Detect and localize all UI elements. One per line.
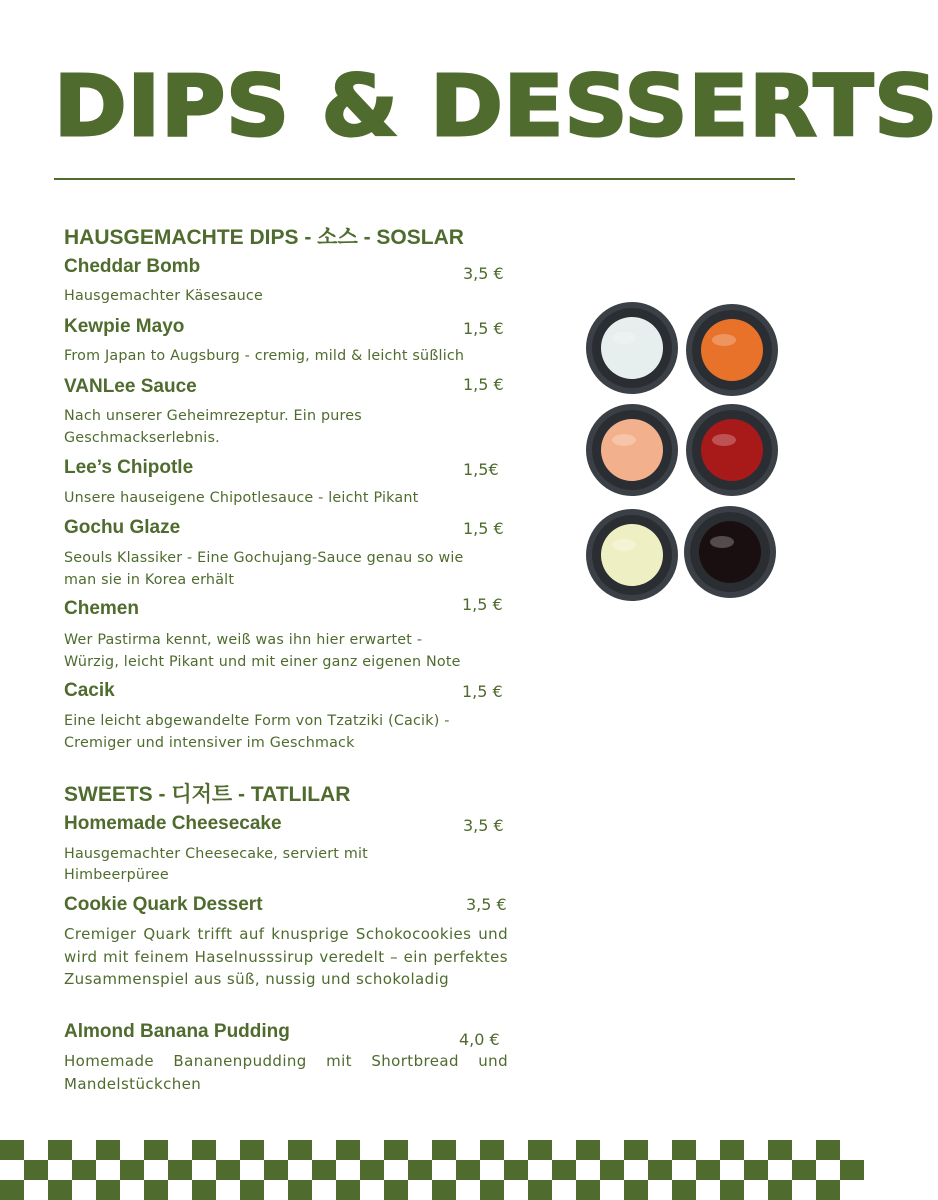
checker-square [768,1180,792,1200]
checker-square [264,1160,288,1180]
item-description: Nach unserer Geheimrezeptur. Ein pures [64,408,362,424]
red-sauce-bowl [686,404,778,496]
orange-sauce-bowl [686,304,778,396]
checker-square [216,1160,240,1180]
checker-square [192,1180,216,1200]
item-price: 1,5 € [463,319,504,338]
item-description: Wer Pastirma kennt, weiß was ihn hier erwartet - [64,632,423,648]
item-price: 3,5 € [463,816,504,835]
checker-square [192,1140,216,1160]
checker-square [360,1160,384,1180]
item-description: man sie in Korea erhält [64,572,235,588]
item-price: 1,5 € [463,375,504,394]
checker-square [144,1180,168,1200]
item-price: 4,0 € [459,1030,500,1049]
checker-square [120,1160,144,1180]
item-name: Kewpie Mayo [64,316,185,337]
item-name: VANLee Sauce [64,376,197,397]
vanlee-sauce-bowl [586,404,678,496]
checker-square [432,1180,456,1200]
checker-square [696,1160,720,1180]
checker-square [672,1140,696,1160]
item-description: Seouls Klassiker - Eine Gochujang-Sauce genau so wie [64,550,464,566]
section-heading-sweets: SWEETS - 디저트 - TATLILAR [64,783,351,806]
item-description: Würzig, leicht Pikant und mit einer ganz eigenen Note [64,654,461,670]
checker-square [840,1160,864,1180]
item-name: Homemade Cheesecake [64,813,282,834]
checker-square [672,1180,696,1200]
item-name: Cheddar Bomb [64,256,201,277]
checker-square [792,1160,816,1180]
checker-square [528,1180,552,1200]
section-heading-dips: HAUSGEMACHTE DIPS - 소스 - SOSLAR [64,226,464,249]
page-title: DIPS & DESSERTS [54,57,938,155]
item-name: Cacik [64,680,115,701]
title-divider [54,178,795,180]
checker-square [744,1160,768,1180]
item-description: From Japan to Augsburg - cremig, mild & leicht süßlich [64,348,465,364]
item-price: 1,5€ [463,460,499,479]
item-price: 1,5 € [462,595,503,614]
checker-square [240,1140,264,1160]
item-name: Almond Banana Pudding [64,1021,290,1042]
checker-square [648,1160,672,1180]
checker-square [48,1140,72,1160]
checker-square [576,1140,600,1160]
checker-square [720,1180,744,1200]
item-description: Geschmackserlebnis. [64,430,220,446]
checker-square [720,1140,744,1160]
checker-square [144,1140,168,1160]
checker-square [0,1180,24,1200]
checker-square [48,1180,72,1200]
item-description: Cremiger Quark trifft auf knusprige Schokocookies und wird mit feinem Haselnusssirup veredelt – ein perfektes Zusammenspiel aus süß, nussig und schokoladig [64,925,508,988]
checker-square [504,1160,528,1180]
dips-photo [580,300,784,610]
checker-square [312,1160,336,1180]
checker-square [552,1160,576,1180]
checker-square [240,1180,264,1200]
checker-square [624,1180,648,1200]
checker-square [528,1140,552,1160]
item-description: Unsere hauseigene Chipotlesauce - leicht Pikant [64,490,419,506]
cheddar-sauce-bowl [586,509,678,601]
item-name: Gochu Glaze [64,517,181,538]
checker-square [408,1160,432,1180]
item-price: 1,5 € [463,519,504,538]
checker-square [600,1160,624,1180]
checker-square [480,1180,504,1200]
item-name: Cookie Quark Dessert [64,894,263,915]
checker-square [288,1180,312,1200]
item-price: 1,5 € [462,682,503,701]
item-description: Hausgemachter Cheesecake, serviert mit [64,846,368,862]
checker-square [96,1140,120,1160]
dark-sauce-bowl [684,506,776,598]
item-name: Chemen [64,598,139,619]
item-description: Himbeerpüree [64,867,169,883]
checker-square [336,1140,360,1160]
checker-square [456,1160,480,1180]
kewpie-mayo-bowl [586,302,678,394]
item-description: Eine leicht abgewandelte Form von Tzatziki (Cacik) - [64,713,450,729]
checker-square [336,1180,360,1200]
checker-square [168,1160,192,1180]
checker-square [96,1180,120,1200]
checker-square [480,1140,504,1160]
checker-square [384,1180,408,1200]
item-description: Hausgemachter Käsesauce [64,288,263,304]
checker-square [624,1140,648,1160]
checker-square [432,1140,456,1160]
checker-square [768,1140,792,1160]
checker-square [0,1140,24,1160]
checker-square [576,1180,600,1200]
item-name: Lee’s Chipotle [64,457,194,478]
checker-square [72,1160,96,1180]
checkered-border [0,1140,848,1200]
item-price: 3,5 € [463,264,504,283]
checker-square [24,1160,48,1180]
item-description: Cremiger und intensiver im Geschmack [64,735,355,751]
checker-square [816,1140,840,1160]
item-description: Homemade Bananenpudding mit Shortbread und Mandelstückchen [64,1052,508,1093]
item-price: 3,5 € [466,895,507,914]
checker-square [384,1140,408,1160]
checker-square [816,1180,840,1200]
checker-square [288,1140,312,1160]
